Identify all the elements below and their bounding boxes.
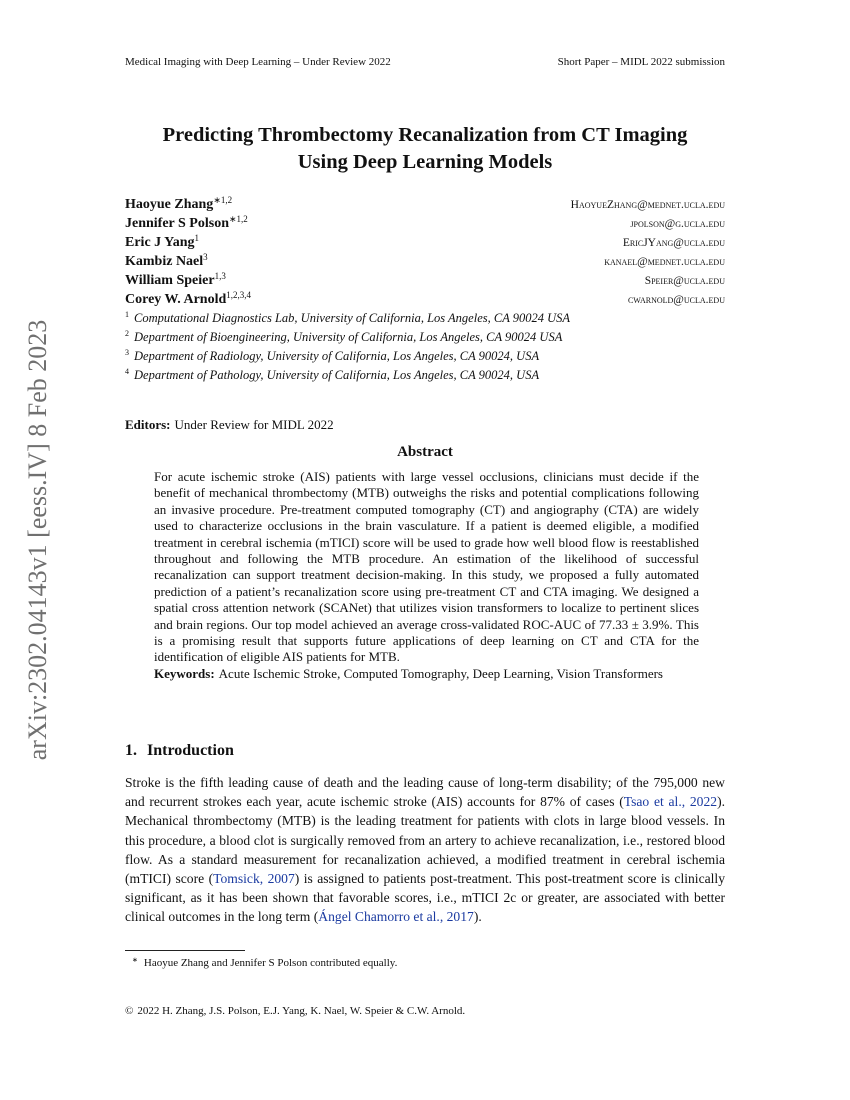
author-row [125, 273, 725, 292]
editors-line [125, 417, 334, 433]
author-email[interactable]: HaoyueZhang@mednet.ucla.edu [570, 199, 725, 211]
arxiv-identifier: arXiv:2302.04143v1 [eess.IV] 8 Feb 2023 [23, 319, 52, 761]
affiliation-list [125, 311, 745, 387]
author-name: Kambiz Nael$^3$ [125, 252, 208, 269]
abstract-text: For acute ischemic stroke (AIS) patients with large vessel occlusions, clinicians must decide if the benefit of mechanical thrombectomy (MTB) outweighs the risks and potential complications following an invasive procedure. Pre-treatment computed tomography (CT) and angiography (CTA) are widely used to characterize occlusions in the brain vasculature. If a patient is deemed eligible, a modified treatment in cerebral ischemia (mTICI) score will be used to grade how well blood flow is reestablished throughout and following the MTB procedure. An estimation of the likelihood of successful recanalization can support treatment decision-making. In this study, we proposed a fully automated prediction of a patient’s recanalization score using pre-treatment CT and CTA imaging. We designed a spatial cross attention network (SCANet) that utilizes vision transformers to localize to pertinent slices and brain regions. Our top model achieved an average cross-validated ROC-AUC of 77.33 ± 3.9%. This is a promising result that supports future applications of deep learning on CT and CTA for the identification of eligible AIS patients for MTB. [154, 469, 699, 665]
author-row [125, 235, 725, 254]
keywords-line [154, 666, 699, 682]
citation-link[interactable]: Ángel Chamorro et al., 2017 [318, 909, 474, 925]
author-email[interactable]: Speier@ucla.edu [644, 275, 725, 287]
copyright-line [125, 1005, 465, 1017]
author-email[interactable]: kanael@mednet.ucla.edu [604, 256, 725, 268]
copyright-icon: © [125, 1005, 134, 1017]
keywords-value: Acute Ischemic Stroke, Computed Tomography, Deep Learning, Vision Transformers [218, 665, 663, 681]
author-row [125, 197, 725, 216]
editors-label: Editors: [125, 417, 171, 432]
author-list [125, 197, 725, 311]
footnote [132, 957, 397, 969]
section-title: Introduction [147, 742, 234, 759]
title-line-1: Predicting Thrombectomy Recanalization from CT Imaging [162, 124, 688, 146]
author-name: Corey W. Arnold$^{1,2,3,4}$ [125, 290, 252, 307]
author-row [125, 216, 725, 235]
affiliation-row: $^1$ Computational Diagnostics Lab, University of California, Los Angeles, CA 90024 USA [125, 310, 571, 325]
affiliation-row: $^2$ Department of Bioengineering, University of California, Los Angeles, CA 90024 USA [125, 329, 563, 344]
author-name: Eric J Yang$^1$ [125, 233, 199, 250]
keywords-label: Keywords: [154, 665, 215, 681]
citation-link[interactable]: Tomsick, 2007 [213, 871, 295, 887]
affiliation-row: $^4$ Department of Pathology, University of California, Los Angeles, CA 90024, USA [125, 367, 540, 382]
copyright-text: 2022 H. Zhang, J.S. Polson, E.J. Yang, K. Nael, W. Speier & C.W. Arnold. [137, 1005, 466, 1017]
section-number: 1. [125, 742, 137, 759]
section-heading-introduction [125, 742, 234, 760]
footnote-text: Haoyue Zhang and Jennifer S Polson contributed equally. [143, 957, 398, 969]
abstract-heading: Abstract [397, 444, 453, 460]
running-header-left: Medical Imaging with Deep Learning – Under Review 2022 [125, 56, 391, 68]
footnote-mark: ∗ [132, 956, 138, 964]
author-email[interactable]: jpolson@g.ucla.edu [630, 218, 725, 230]
editors-value: Under Review for MIDL 2022 [174, 417, 334, 432]
author-row [125, 292, 725, 311]
introduction-paragraph: Stroke is the fifth leading cause of death and the leading cause of long-term disability; of the 795,000 new and recurrent strokes each year, acute ischemic stroke (AIS) accounts for 87% of cases (Tsao et al., 2022). Mechanical thrombectomy (MTB) is the leading treatment for patients with clots in large blood vessels. In this procedure, a blood clot is surgically removed from an artery to achieve recanalization, i.e., restored blood flow. As a standard measurement for recanalization achieved, a modified treatment in cerebral ischemia (mTICI) score (Tomsick, 2007) is assigned to patients post-treatment. This post-treatment score is clinically significant, as it has been shown that favorable scores, i.e., mTICI 2c or greater, are associated with better clinical outcomes in the long term (Ángel Chamorro et al., 2017). [125, 775, 725, 925]
paper-title [125, 122, 725, 176]
affiliation-row: $^3$ Department of Radiology, University of California, Los Angeles, CA 90024, USA [125, 348, 540, 363]
title-line-2: Using Deep Learning Models [297, 151, 553, 173]
citation-link[interactable]: Tsao et al., 2022 [623, 794, 718, 810]
footnote-divider [125, 950, 245, 951]
author-email[interactable]: cwarnold@ucla.edu [627, 294, 725, 306]
author-name: William Speier$^{1,3}$ [125, 271, 226, 288]
author-name: Jennifer S Polson$^{∗1,2}$ [125, 214, 248, 231]
running-header-right: Short Paper – MIDL 2022 submission [557, 56, 725, 68]
author-name: Haoyue Zhang$^{∗1,2}$ [125, 195, 233, 212]
abstract-body [154, 469, 699, 682]
author-email[interactable]: EricJYang@ucla.edu [622, 237, 725, 249]
